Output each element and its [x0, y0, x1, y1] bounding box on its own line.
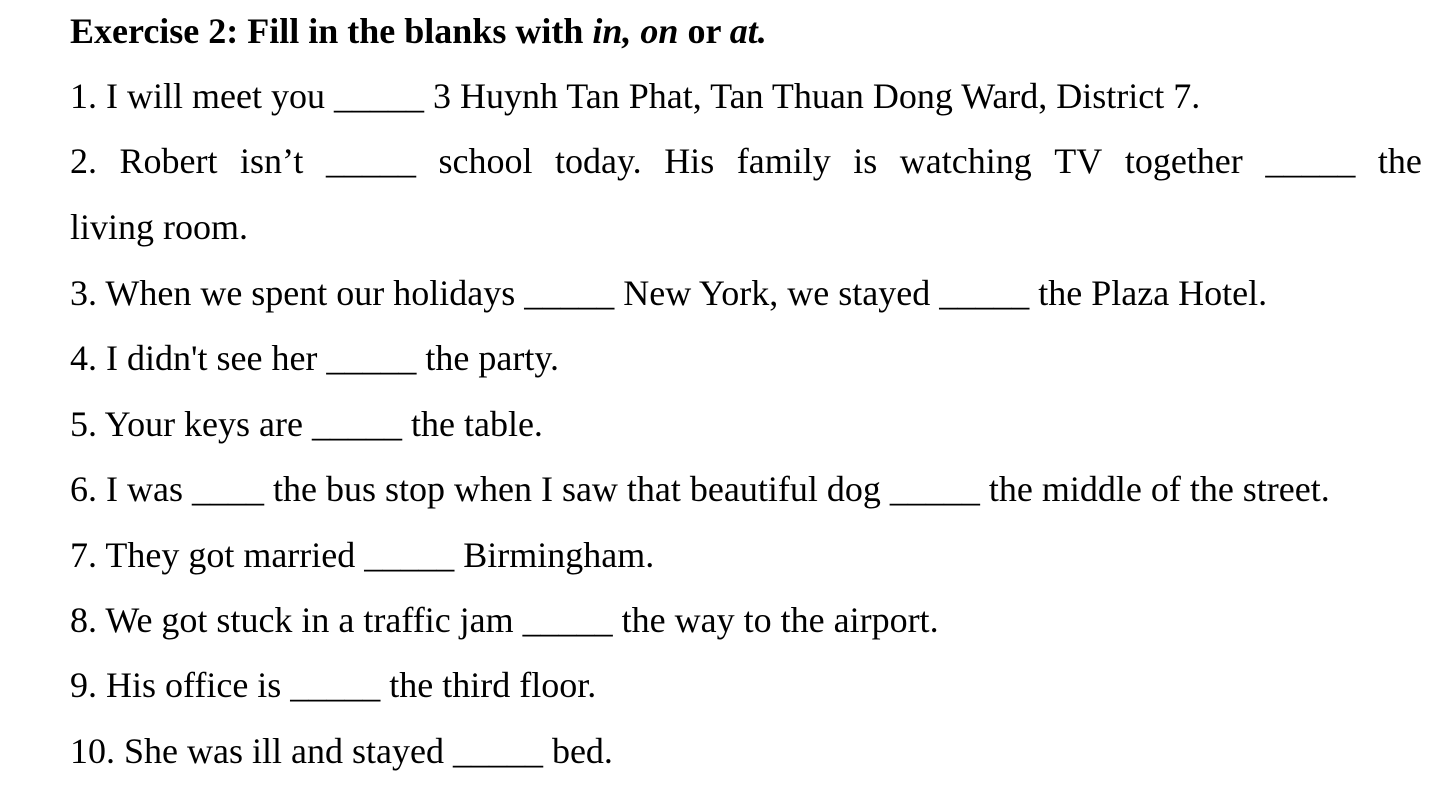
option-in: in, — [592, 11, 632, 51]
item-number: 5. — [70, 404, 97, 444]
item-blank: _____ — [1265, 141, 1356, 181]
item-word: family — [736, 141, 831, 181]
exercise-item-8 — [70, 597, 939, 643]
item-number: 10. — [70, 731, 115, 771]
item-number: 9. — [70, 665, 97, 705]
item-text: We got stuck in a traffic jam _____ the way to the airport. — [105, 600, 939, 640]
item-word: together — [1124, 141, 1243, 181]
item-word: His — [664, 141, 715, 181]
item-text: I was ____ the bus stop when I saw that beautiful dog _____ the middle of the street. — [106, 469, 1330, 509]
item-text: When we spent our holidays _____ New York, we stayed _____ the Plaza Hotel. — [105, 273, 1268, 313]
item-text: They got married _____ Birmingham. — [105, 535, 655, 575]
item-number: 3. — [70, 273, 97, 313]
item-text: living room. — [70, 207, 248, 247]
exercise-item-10 — [70, 728, 613, 774]
option-at: at. — [729, 11, 767, 51]
exercise-item-2-line-2 — [70, 204, 248, 250]
item-word: isn’t — [240, 141, 304, 181]
exercise-item-5 — [70, 401, 543, 447]
item-word: is — [853, 141, 878, 181]
exercise-item-7 — [70, 532, 654, 578]
item-number: 2. — [70, 141, 97, 181]
item-text: She was ill and stayed _____ bed. — [124, 731, 613, 771]
title-prefix: Exercise 2: Fill in the blanks with — [70, 11, 593, 51]
exercise-item-4 — [70, 335, 559, 381]
option-on: on — [640, 11, 679, 51]
item-word: TV — [1054, 141, 1103, 181]
exercise-item-9 — [70, 662, 596, 708]
exercise-item-6 — [70, 466, 1330, 512]
item-blank: _____ — [325, 141, 416, 181]
exercise-item-1 — [70, 73, 1200, 119]
item-word: watching — [899, 141, 1032, 181]
exercise-item-2-line-1 — [70, 138, 1422, 184]
item-number: 7. — [70, 535, 97, 575]
item-number: 1. — [70, 76, 97, 116]
item-number: 6. — [70, 469, 97, 509]
item-number: 4. — [70, 338, 97, 378]
item-word: Robert — [119, 141, 218, 181]
item-word: school — [438, 141, 533, 181]
exercise-item-3 — [70, 270, 1267, 316]
item-text: I didn't see her _____ the party. — [106, 338, 560, 378]
item-word: the — [1377, 141, 1422, 181]
item-text: His office is _____ the third floor. — [106, 665, 597, 705]
item-word: today. — [555, 141, 642, 181]
title-or: or — [678, 11, 730, 51]
item-text: Your keys are _____ the table. — [104, 404, 543, 444]
item-text: I will meet you _____ 3 Huynh Tan Phat, Tan Thuan Dong Ward, District 7. — [106, 76, 1201, 116]
exercise-title — [70, 8, 767, 54]
item-number: 8. — [70, 600, 97, 640]
